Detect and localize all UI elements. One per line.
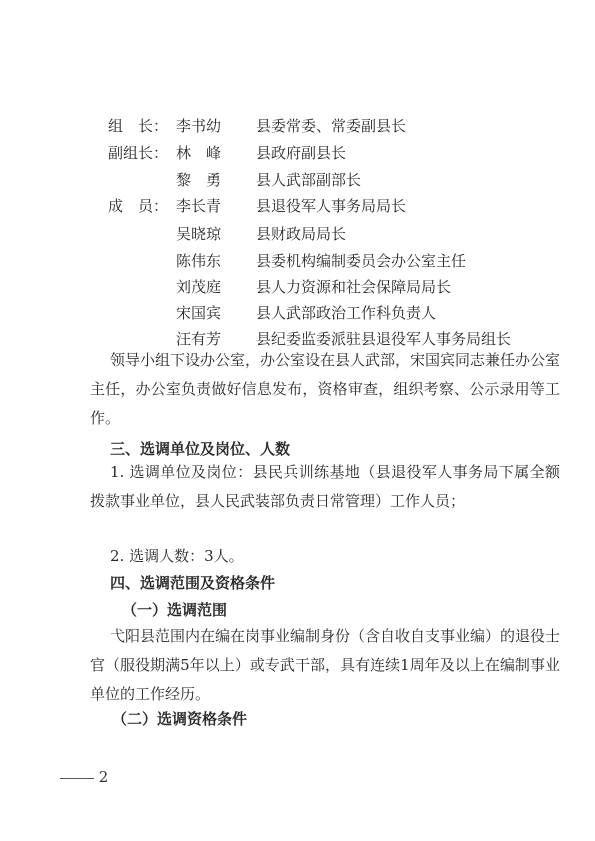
subsection-text: 弋阳县范围内在编在岗事业编制身份（含自收自支事业编）的退役士官（服役期满5年以上）或专武干部，具有连续1周年及以上在编制事业单位的工作经历。 <box>90 627 561 703</box>
member-title: 县人力资源和社会保障局局长 <box>256 278 452 296</box>
member-name: 刘茂庭 <box>176 278 222 296</box>
member-title: 县委常委、常委副县长 <box>256 117 407 135</box>
section-heading: 三、选调单位及岗位、人数 <box>110 440 291 458</box>
subsection-heading: （二）选调资格条件 <box>112 710 248 728</box>
member-name: 宋国宾 <box>176 304 222 322</box>
member-title: 县政府副县长 <box>256 144 347 162</box>
member-role: 成 员： <box>108 197 169 215</box>
member-name: 黎 勇 <box>176 171 222 189</box>
member-title: 县委机构编制委员会办公室主任 <box>256 252 467 270</box>
member-title: 县财政局局长 <box>256 225 347 243</box>
member-title: 县人武部副部长 <box>256 171 362 189</box>
member-name: 林 峰 <box>176 144 222 162</box>
page-number-dash <box>60 778 94 779</box>
subsection-heading: （一）选调范围 <box>122 601 228 619</box>
member-role: 副组长： <box>108 144 169 162</box>
page-number-value: 2 <box>98 768 109 786</box>
member-name: 吴晓琼 <box>176 225 222 243</box>
member-name: 李书幼 <box>176 117 222 135</box>
member-title: 县纪委监委派驻县退役军人事务局组长 <box>256 330 512 348</box>
member-name: 陈伟东 <box>176 252 222 270</box>
member-title: 县人武部政治工作科负责人 <box>256 304 437 322</box>
section-item: 2. 选调人数：3人。 <box>110 547 244 565</box>
office-paragraph: 领导小组下设办公室，办公室设在县人武部，宋国宾同志兼任办公室主任，办公室负责做好信息发布，资格审查，组织考察、公示录用等工作。 <box>90 351 561 427</box>
member-name: 李长青 <box>176 197 222 215</box>
member-name: 汪有芳 <box>176 330 222 348</box>
member-title: 县退役军人事务局局长 <box>256 197 407 215</box>
page-number <box>60 768 108 786</box>
member-role: 组 长： <box>108 117 169 135</box>
section-item: 1. 选调单位及岗位：县民兵训练基地（县退役军人事务局下属全额拨款事业单位，县人民武装部负责日常管理）工作人员； <box>90 463 560 510</box>
section-heading: 四、选调范围及资格条件 <box>110 574 276 592</box>
